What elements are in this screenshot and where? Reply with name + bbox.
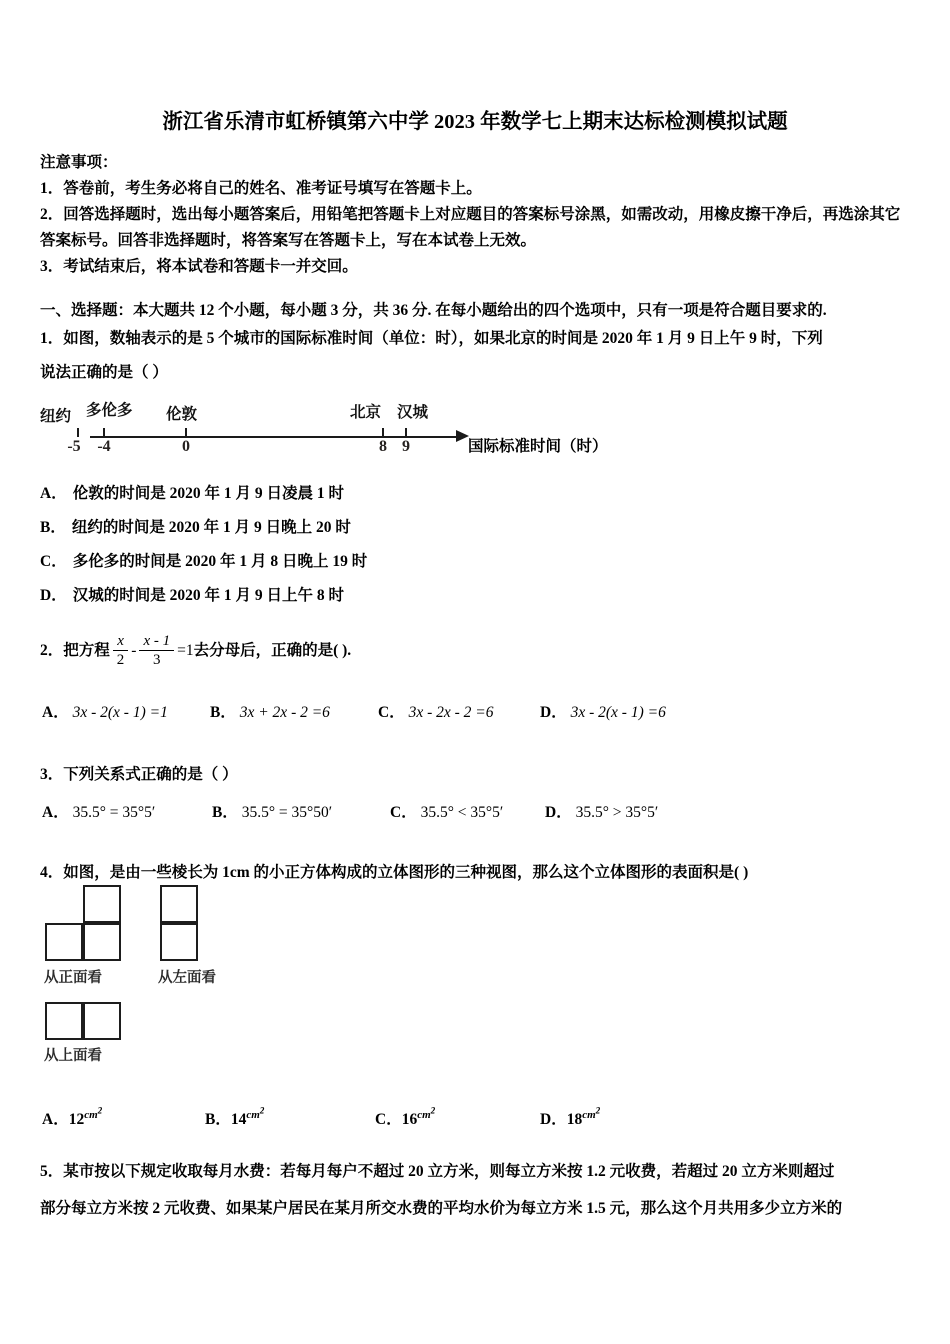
fraction-2-numerator: x - 1 bbox=[143, 633, 171, 649]
front-view-label: 从正面看 bbox=[44, 970, 102, 986]
notice-item-1: 1．答卷前，考生务必将自己的姓名、准考证号填写在答题卡上。 bbox=[40, 180, 482, 197]
number-line-tick-neg5 bbox=[77, 428, 79, 437]
option-c-label: C． bbox=[390, 804, 417, 821]
fraction-2-denominator: 3 bbox=[139, 650, 174, 670]
question-2-rhs: =1 bbox=[177, 642, 194, 659]
question-5-stem-line2: 部分每立方米按 2 元收费、如果某户居民在某月所交水费的平均水价为每立方米 1.5 元，那么这个月共用多少立方米的 bbox=[40, 1200, 843, 1217]
option-a-text: 伦敦的时间是 2020 年 1 月 9 日凌晨 1 时 bbox=[72, 485, 344, 502]
question-3-number: 3． bbox=[40, 766, 64, 783]
question-4-option-b[interactable] bbox=[205, 1105, 264, 1129]
option-c-text: 3x - 2x - 2 =6 bbox=[408, 704, 494, 721]
option-c-label: C． bbox=[375, 1110, 402, 1128]
option-b-exponent: 2 bbox=[259, 1105, 265, 1115]
question-1-option-d[interactable] bbox=[40, 579, 367, 613]
number-line-city-seoul: 汉城 bbox=[397, 404, 429, 421]
option-b-value: 14 bbox=[230, 1110, 247, 1128]
option-b-label: B． bbox=[212, 804, 238, 821]
question-5-stem bbox=[40, 1155, 935, 1189]
question-2-stem bbox=[40, 633, 351, 670]
number-line-value-8: 8 bbox=[379, 438, 387, 455]
option-d-unit: cm2 bbox=[582, 1105, 601, 1121]
question-1-stem-line1: 如图，数轴表示的是 5 个城市的国际标准时间（单位：时），如果北京的时间是 2020 年 1 月 9 日上午 9 时，下列 bbox=[63, 330, 823, 347]
option-b-text: 3x + 2x - 2 =6 bbox=[239, 704, 330, 721]
question-3-option-d[interactable] bbox=[545, 800, 658, 822]
left-view-cell-top bbox=[160, 885, 198, 923]
number-line-city-toronto: 多伦多 bbox=[86, 402, 133, 419]
option-a-text: 3x - 2(x - 1) =1 bbox=[72, 704, 168, 721]
question-2-option-c[interactable] bbox=[378, 700, 494, 722]
question-5-stem-line1: 某市按以下规定收取每月水费：若每月每户不超过 20 立方米，则每立方米按 1.2 元收费，若超过 20 立方米则超过 bbox=[63, 1163, 835, 1180]
section-one-header: 一、选择题：本大题共 12 个小题，每小题 3 分，共 36 分. 在每小题给出的四个选项中，只有一项是符合题目要求的. bbox=[40, 302, 827, 319]
option-a-label: A． bbox=[42, 804, 69, 821]
fraction-1-denominator: 2 bbox=[113, 650, 129, 670]
top-view-cell-right bbox=[83, 1002, 121, 1040]
number-line-tick-8 bbox=[382, 428, 384, 437]
option-c-label: C． bbox=[40, 553, 67, 570]
option-c-value: 16 bbox=[401, 1110, 418, 1128]
option-a-label: A． bbox=[42, 1110, 69, 1128]
option-d-label: D． bbox=[545, 804, 572, 821]
option-c-text: 35.5° < 35°5′ bbox=[420, 804, 504, 821]
front-view-cell-top-right bbox=[83, 885, 121, 923]
number-line-city-london: 伦敦 bbox=[166, 406, 198, 423]
question-1-stem-line2: 说法正确的是（ ） bbox=[40, 364, 168, 381]
question-2-stem-prefix: 把方程 bbox=[63, 642, 110, 659]
number-line-tick-0 bbox=[185, 428, 187, 437]
option-a-exponent: 2 bbox=[97, 1105, 103, 1115]
number-line-value-9: 9 bbox=[402, 438, 410, 455]
question-2-option-b[interactable] bbox=[210, 700, 330, 722]
question-3-option-b[interactable] bbox=[212, 800, 332, 822]
question-2-option-a[interactable] bbox=[42, 700, 168, 722]
question-1-number: 1． bbox=[40, 330, 64, 347]
option-d-text: 35.5° > 35°5′ bbox=[575, 804, 659, 821]
option-b-label: B． bbox=[40, 519, 66, 536]
notice-block bbox=[40, 150, 915, 280]
option-c-text: 多伦多的时间是 2020 年 1 月 8 日晚上 19 时 bbox=[72, 553, 368, 570]
question-4-option-d[interactable] bbox=[540, 1105, 600, 1129]
option-b-label: B． bbox=[210, 704, 236, 721]
question-1-options bbox=[40, 477, 367, 613]
option-c-unit: cm2 bbox=[417, 1105, 436, 1121]
question-1-stem bbox=[40, 322, 930, 356]
number-line-city-beijing: 北京 bbox=[350, 404, 382, 421]
number-line-axis-label: 国际标准时间（时） bbox=[468, 438, 608, 455]
option-a-value: 12 bbox=[68, 1110, 85, 1128]
option-c-exponent: 2 bbox=[430, 1105, 436, 1115]
front-view-cell-bottom-right bbox=[83, 923, 121, 961]
option-b-text: 35.5° = 35°50′ bbox=[241, 804, 333, 821]
notice-item-3: 3．考试结束后，将本试卷和答题卡一并交回。 bbox=[40, 258, 358, 275]
question-2-operator: - bbox=[131, 642, 137, 659]
fraction-1-numerator: x bbox=[117, 633, 124, 649]
option-d-label: D． bbox=[540, 1110, 567, 1128]
question-4-stem-text: 如图，是由一些棱长为 1cm 的小正方体构成的立体图形的三种视图，那么这个立体图形的表面积是( ) bbox=[63, 864, 749, 881]
question-3-option-c[interactable] bbox=[390, 800, 503, 822]
option-c-label: C． bbox=[378, 704, 405, 721]
number-line-tick-9 bbox=[405, 428, 407, 437]
option-d-text: 汉城的时间是 2020 年 1 月 9 日上午 8 时 bbox=[72, 587, 344, 604]
question-2-option-d[interactable] bbox=[540, 700, 666, 722]
number-line-value-0: 0 bbox=[182, 438, 190, 455]
notice-item-2: 2．回答选择题时，选出每小题答案后，用铅笔把答题卡上对应题目的答案标号涂黑，如需改动，用橡皮擦干净后，再选涂其它答案标号。回答非选择题时，将答案写在答题卡上，写在本试卷上无效。 bbox=[40, 206, 901, 249]
option-a-label: A． bbox=[40, 485, 67, 502]
question-3-option-a[interactable] bbox=[42, 800, 155, 822]
left-view-cell-bottom bbox=[160, 923, 198, 961]
option-b-label: B． bbox=[205, 1110, 231, 1128]
option-b-unit: cm2 bbox=[246, 1105, 265, 1121]
option-a-label: A． bbox=[42, 704, 69, 721]
question-4-option-a[interactable] bbox=[42, 1105, 102, 1129]
question-2-number: 2． bbox=[40, 642, 64, 659]
question-3-stem-text: 下列关系式正确的是（ ） bbox=[63, 766, 238, 783]
option-a-text: 35.5° = 35°5′ bbox=[72, 804, 156, 821]
question-1-number-line-figure bbox=[40, 392, 608, 464]
option-d-text: 3x - 2(x - 1) =6 bbox=[570, 704, 666, 721]
notice-heading: 注意事项： bbox=[40, 154, 118, 171]
left-view-label: 从左面看 bbox=[158, 970, 216, 986]
page-title: 浙江省乐清市虹桥镇第六中学 2023 年数学七上期末达标检测模拟试题 bbox=[162, 111, 788, 133]
number-line-value-neg4: -4 bbox=[97, 438, 111, 455]
number-line-value-neg5: -5 bbox=[67, 438, 81, 455]
front-view-cell-bottom-left bbox=[45, 923, 83, 961]
question-5-number: 5． bbox=[40, 1163, 64, 1180]
option-d-label: D． bbox=[40, 587, 67, 604]
top-view-label: 从上面看 bbox=[44, 1048, 102, 1064]
question-1-option-a[interactable] bbox=[40, 477, 367, 511]
question-4-number: 4． bbox=[40, 864, 64, 881]
option-d-exponent: 2 bbox=[595, 1105, 601, 1115]
number-line-tick-neg4 bbox=[103, 428, 105, 437]
option-b-text: 纽约的时间是 2020 年 1 月 9 日晚上 20 时 bbox=[71, 519, 351, 536]
question-3-stem bbox=[40, 758, 238, 792]
option-d-label: D． bbox=[540, 704, 567, 721]
top-view-cell-left bbox=[45, 1002, 83, 1040]
question-2-fraction-2 bbox=[139, 633, 174, 670]
number-line-city-newyork: 纽约 bbox=[40, 408, 72, 425]
option-d-value: 18 bbox=[566, 1110, 583, 1128]
question-2-fraction-1 bbox=[113, 633, 129, 670]
question-1-option-b[interactable] bbox=[40, 511, 367, 545]
question-4-option-c[interactable] bbox=[375, 1105, 435, 1129]
option-a-unit: cm2 bbox=[84, 1105, 103, 1121]
question-2-stem-suffix: 去分母后，正确的是( ). bbox=[193, 642, 352, 659]
question-4-three-views-figure bbox=[40, 880, 340, 1065]
question-1-option-c[interactable] bbox=[40, 545, 367, 579]
